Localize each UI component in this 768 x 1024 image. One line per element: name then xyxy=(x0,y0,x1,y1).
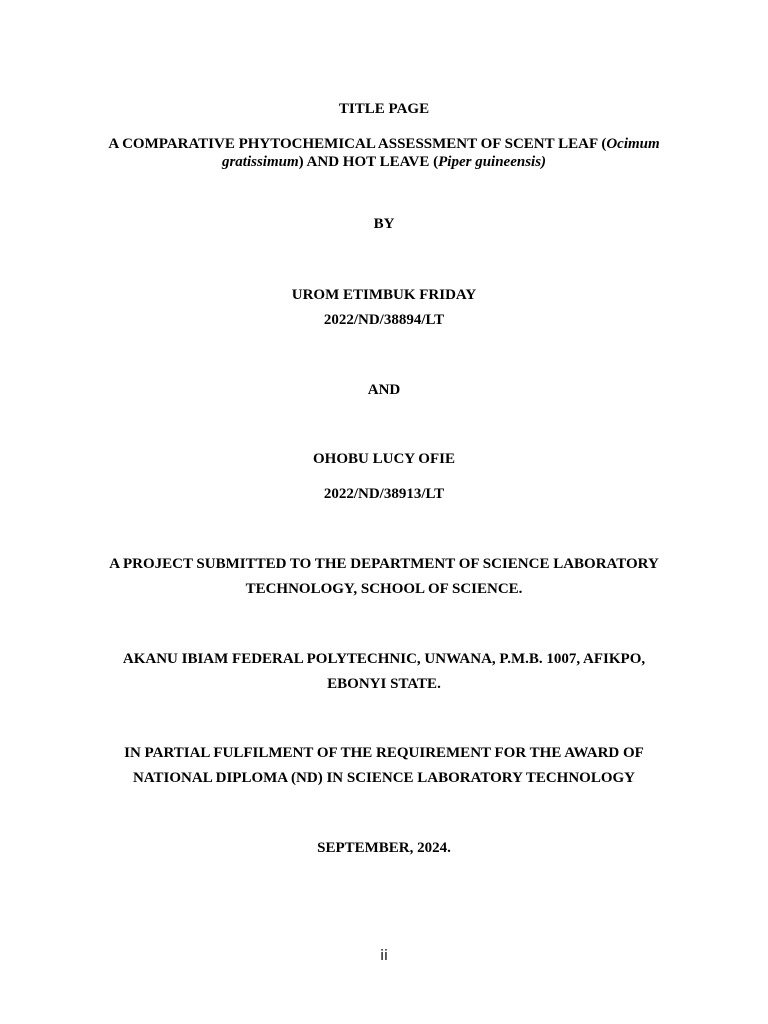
institution-statement xyxy=(90,647,678,697)
project-title xyxy=(90,135,678,171)
submission-statement xyxy=(90,552,678,602)
fulfilment-statement xyxy=(90,741,678,791)
author1-name: UROM ETIMBUK FRIDAY xyxy=(291,287,477,303)
fulfilment-line1: IN PARTIAL FULFILMENT OF THE REQUIREMENT FOR THE AWARD OF xyxy=(124,745,644,761)
by-label: BY xyxy=(373,216,395,232)
submission-date: SEPTEMBER, 2024. xyxy=(317,840,451,856)
title-species1-epithet: gratissimum xyxy=(221,154,299,170)
submission-line1: A PROJECT SUBMITTED TO THE DEPARTMENT OF SCIENCE LABORATORY xyxy=(109,556,659,572)
author2-reg-no: 2022/ND/38913/LT xyxy=(323,486,445,502)
institution-line2: EBONYI STATE. xyxy=(327,676,441,692)
title-species1-genus: Ocimum xyxy=(606,136,660,152)
and-label: AND xyxy=(367,382,401,398)
page-number: ii xyxy=(380,948,388,964)
page-heading: TITLE PAGE xyxy=(338,101,430,117)
author2-name: OHOBU LUCY OFIE xyxy=(313,451,455,467)
submission-line2: TECHNOLOGY, SCHOOL OF SCIENCE. xyxy=(245,581,523,597)
institution-line1: AKANU IBIAM FEDERAL POLYTECHNIC, UNWANA, P.M.B. 1007, AFIKPO, xyxy=(122,651,646,667)
title-part2: ) AND HOT LEAVE ( xyxy=(298,154,439,170)
title-part1: A COMPARATIVE PHYTOCHEMICAL ASSESSMENT OF SCENT LEAF ( xyxy=(108,136,607,152)
title-species2: Piper guineensis) xyxy=(438,154,547,170)
author1-reg-no: 2022/ND/38894/LT xyxy=(323,312,445,328)
fulfilment-line2: NATIONAL DIPLOMA (ND) IN SCIENCE LABORATORY TECHNOLOGY xyxy=(132,770,636,786)
